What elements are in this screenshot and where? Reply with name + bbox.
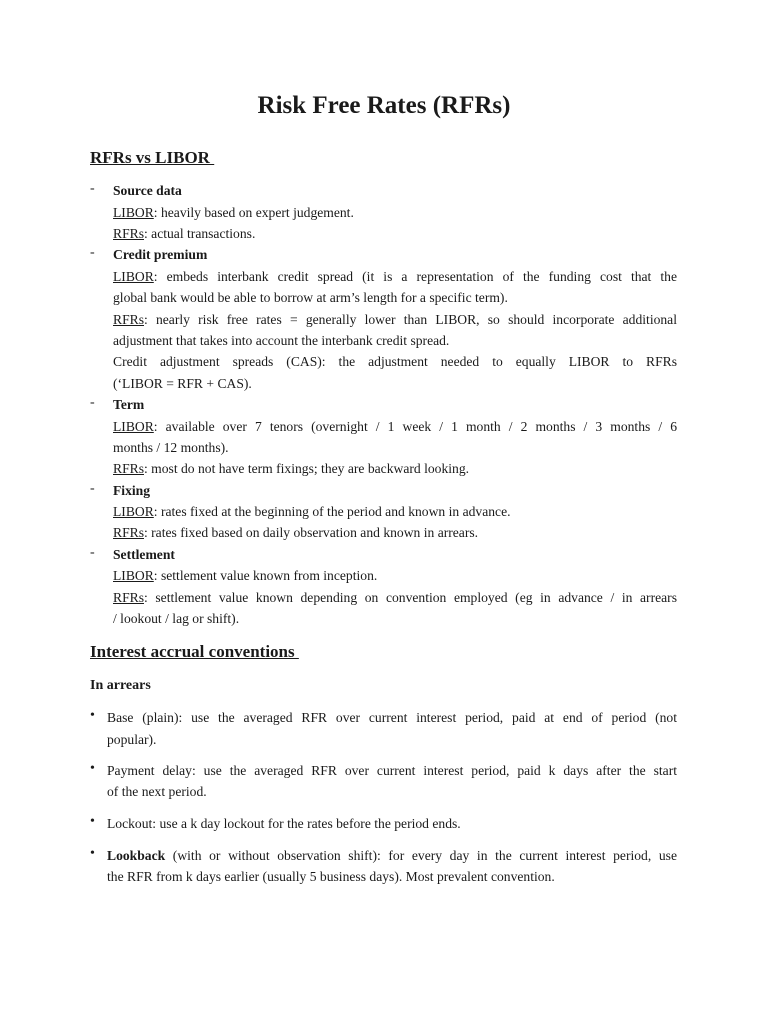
libor-text: : embeds interbank credit spread (it is a representation of the funding cost that the xyxy=(153,269,677,284)
libor-text: : heavily based on expert judgement. xyxy=(153,205,354,220)
bullet-marker: • xyxy=(90,708,95,723)
rfr-term: RFRs xyxy=(113,590,144,605)
bullet-marker: • xyxy=(90,761,95,776)
term-libor-line2: months / 12 months). xyxy=(113,440,229,455)
source-data-rfr xyxy=(113,223,677,245)
dash-marker: - xyxy=(90,545,95,560)
bullet-lockout: Lockout: use a k day lockout for the rates before the period ends. xyxy=(107,816,461,831)
rfr-term: RFRs xyxy=(113,525,144,540)
term-rfr xyxy=(113,458,677,480)
section-heading-interest-accrual: Interest accrual conventions xyxy=(90,642,299,661)
subheading-in-arrears: In arrears xyxy=(90,678,151,693)
item-label-credit-premium: Credit premium xyxy=(113,247,208,262)
item-label-settlement: Settlement xyxy=(113,547,175,562)
libor-text: : available over 7 tenors (overnight / 1 week / 1 month / 2 months / 3 months / 6 xyxy=(153,419,677,434)
credit-premium-cas-line2: (‘LIBOR = RFR + CAS). xyxy=(113,376,252,391)
dash-marker: - xyxy=(90,395,95,410)
settlement-rfr-line1 xyxy=(113,587,677,609)
dash-marker: - xyxy=(90,481,95,496)
rfr-text: : most do not have term fixings; they are backward looking. xyxy=(143,461,470,476)
libor-text: : rates fixed at the beginning of the period and known in advance. xyxy=(153,504,511,519)
libor-term: LIBOR xyxy=(113,419,154,434)
page-title: Risk Free Rates (RFRs) xyxy=(257,92,511,119)
fixing-libor xyxy=(113,501,677,523)
source-data-libor xyxy=(113,202,677,224)
fixing-rfr xyxy=(113,522,677,544)
bullet-marker: • xyxy=(90,846,95,861)
bullet-payment-delay-line2: of the next period. xyxy=(107,784,207,799)
rfr-text: : rates fixed based on daily observation and known in arrears. xyxy=(143,525,479,540)
bullet-marker: • xyxy=(90,814,95,829)
rfr-term: RFRs xyxy=(113,226,144,241)
libor-term: LIBOR xyxy=(113,568,154,583)
settlement-rfr-line2: / lookout / lag or shift). xyxy=(113,611,240,626)
rfr-text: : settlement value known depending on convention employed (eg in advance / in arrears xyxy=(143,590,677,605)
item-label-source-data: Source data xyxy=(113,183,182,198)
rfr-term: RFRs xyxy=(113,461,144,476)
rfr-text: : nearly risk free rates = generally lower than LIBOR, so should incorporate additional xyxy=(143,312,677,327)
credit-premium-rfr-line2: adjustment that takes into account the interbank credit spread. xyxy=(113,333,450,348)
term-libor-line1 xyxy=(113,416,677,438)
settlement-libor xyxy=(113,565,677,587)
libor-text: : settlement value known from inception. xyxy=(153,568,378,583)
lookback-term: Lookback xyxy=(107,848,166,863)
item-label-term: Term xyxy=(113,397,145,412)
bullet-base-line1: Base (plain): use the averaged RFR over current interest period, paid at end of period (not xyxy=(107,710,677,725)
credit-premium-libor-line2: global bank would be able to borrow at arm’s length for a specific term). xyxy=(113,290,508,305)
lookback-text: (with or without observation shift): for every day in the current interest period, use xyxy=(165,848,677,863)
libor-term: LIBOR xyxy=(113,205,154,220)
rfr-text: : actual transactions. xyxy=(143,226,256,241)
dash-marker: - xyxy=(90,181,95,196)
bullet-payment-delay-line1: Payment delay: use the averaged RFR over current interest period, paid k days after the start xyxy=(107,763,677,778)
bullet-lookback-line1 xyxy=(107,845,677,867)
bullet-base-line2: popular). xyxy=(107,732,157,747)
item-label-fixing: Fixing xyxy=(113,483,151,498)
dash-marker: - xyxy=(90,245,95,260)
credit-premium-cas-line1: Credit adjustment spreads (CAS): the adjustment needed to equally LIBOR to RFRs xyxy=(113,354,677,369)
credit-premium-libor-line1 xyxy=(113,266,677,288)
libor-term: LIBOR xyxy=(113,269,154,284)
credit-premium-rfr-line1 xyxy=(113,309,677,331)
libor-term: LIBOR xyxy=(113,504,154,519)
bullet-lookback-line2: the RFR from k days earlier (usually 5 business days). Most prevalent convention. xyxy=(107,869,555,884)
rfr-term: RFRs xyxy=(113,312,144,327)
section-heading-rfrs-vs-libor: RFRs vs LIBOR xyxy=(90,148,215,167)
